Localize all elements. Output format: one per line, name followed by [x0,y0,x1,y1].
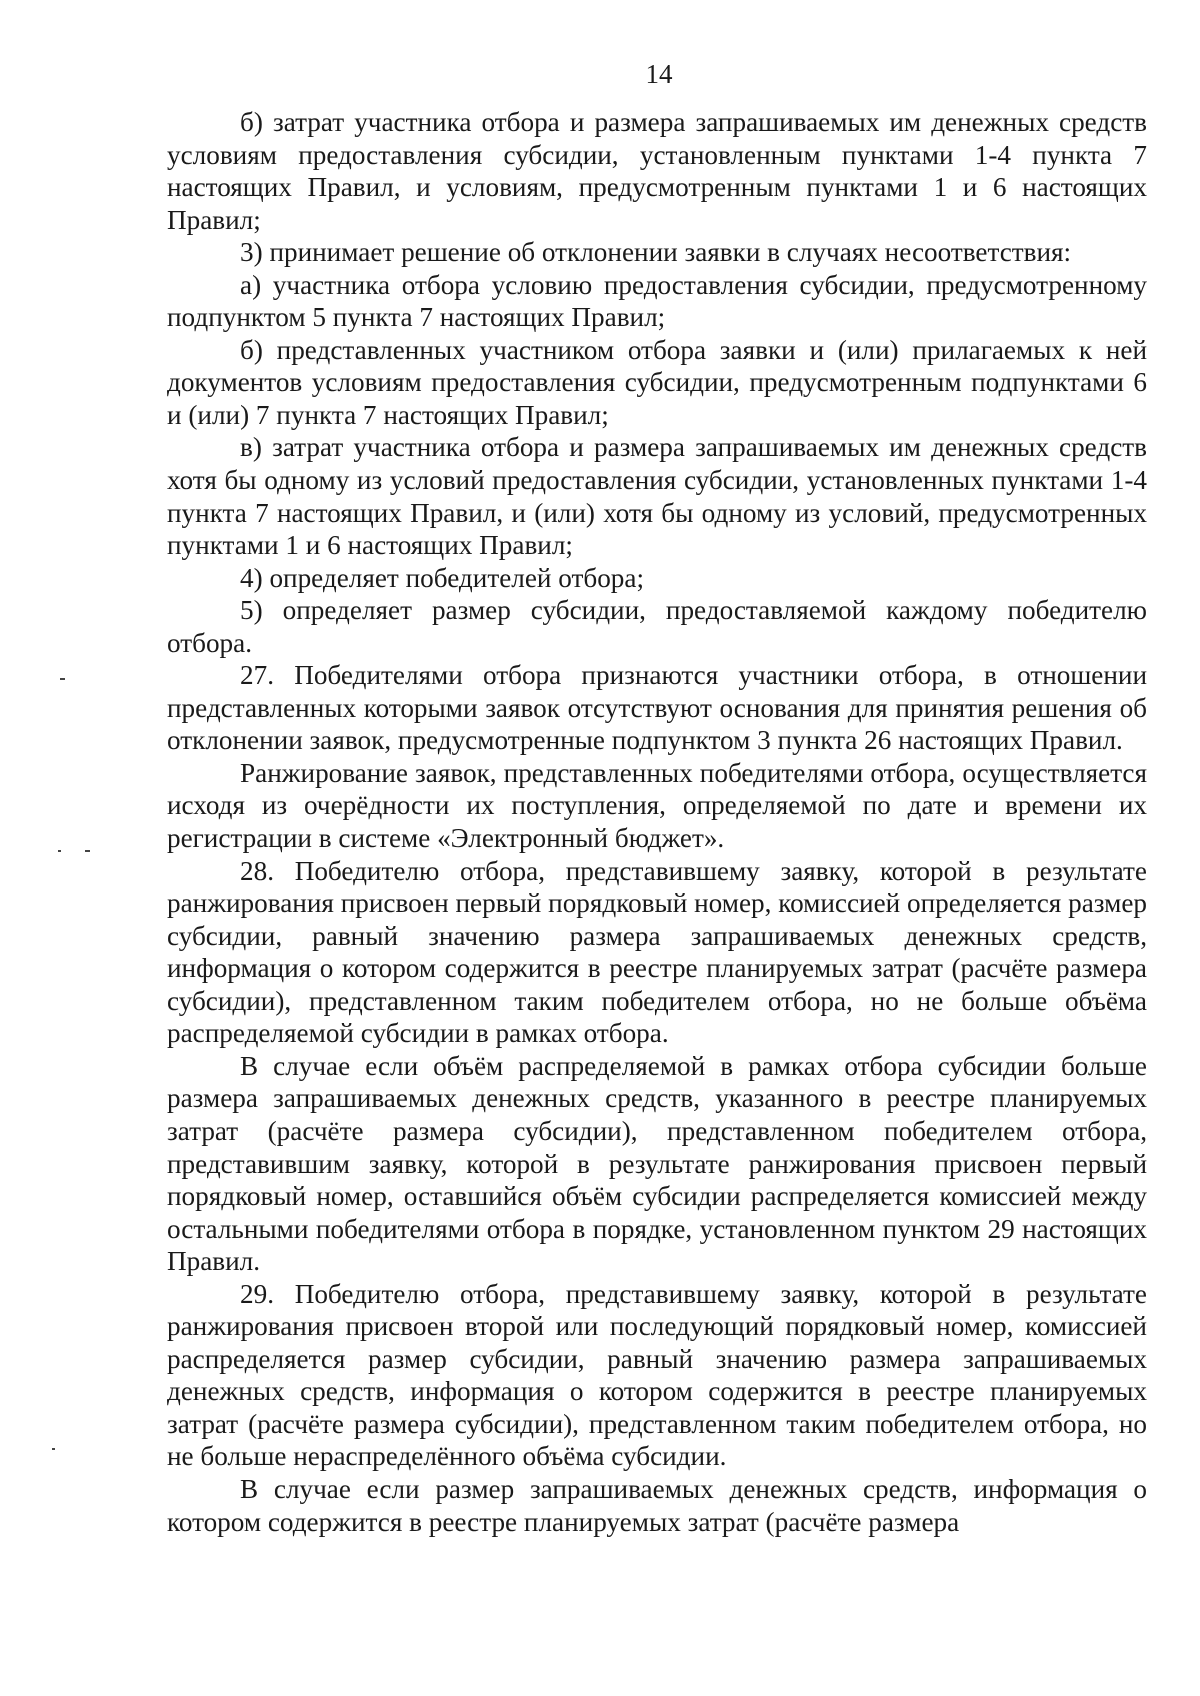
paragraph: в) затрат участника отбора и размера запрашиваемых им денежных средств хотя бы одному из условий предоставления субсидии, установленных пунктами 1-4 пункта 7 настоящих Правил, и (или) хотя бы одному из условий, предусмотренных пунктами 1 и 6 настоящих Правил; [167,432,1147,561]
paragraph: 5) определяет размер субсидии, предоставляемой каждому победителю отбора. [167,595,1147,658]
paragraph: 29. Победителю отбора, представившему заявку, которой в результате ранжирования присвоен второй или последующий порядковый номер, комиссией распределяется размер субсидии, равный значению размера запрашиваемых денежных средств, информация о котором содержится в реестре планируемых затрат (расчёте размера субсидии), представленном таким победителем отбора, но не больше нераспределённого объёма субсидии. [167,1278,1147,1472]
document-body [167,106,1147,1538]
paragraph: Ранжирование заявок, представленных победителями отбора, осуществляется исходя из очерёдности их поступления, определяемой по дате и времени их регистрации в системе «Электронный бюджет». [167,757,1147,854]
paragraph: В случае если размер запрашиваемых денежных средств, информация о котором содержится в реестре планируемых затрат (расчёте размера [167,1473,1147,1537]
paragraph: 27. Победителями отбора признаются участники отбора, в отношении представленных которыми заявок отсутствуют основания для принятия решения об отклонении заявок, предусмотренные подпунктом 3 пункта 26 настоящих Правил. [167,660,1147,756]
paragraph: б) представленных участником отбора заявки и (или) прилагаемых к ней документов условиям предоставления субсидии, предусмотренным подпунктами 6 и (или) 7 пункта 7 настоящих Правил; [167,334,1147,430]
paragraph: 4) определяет победителей отбора; [240,562,645,593]
scan-mark [58,850,61,852]
scan-mark [60,678,65,680]
paragraph: 28. Победителю отбора, представившему заявку, которой в результате ранжирования присвоен первый порядковый номер, комиссией определяется размер субсидии, равный значению размера запрашиваемых денежных средств, информация о котором содержится в реестре планируемых затрат (расчёте размера субсидии), представленном таким победителем отбора, но не больше объёма распределяемой субсидии в рамках отбора. [167,855,1147,1049]
page-number: 14 [645,59,673,89]
scan-mark [52,1448,55,1450]
paragraph: б) затрат участника отбора и размера запрашиваемых им денежных средств условиям предоставления субсидии, установленным пунктами 1-4 пункта 7 настоящих Правил, и условиям, предусмотренным пунктами 1 и 6 настоящих Правил; [167,107,1147,235]
scan-mark [85,850,90,852]
paragraph: а) участника отбора условию предоставления субсидии, предусмотренному подпунктом 5 пункта 7 настоящих Правил; [167,269,1147,333]
paragraph: 3) принимает решение об отклонении заявки в случаях несоответствия: [240,237,1072,268]
paragraph: В случае если объём распределяемой в рамках отбора субсидии больше размера запрашиваемых денежных средств, указанного в реестре планируемых затрат (расчёте размера субсидии), представленном победителем отбора, представившим заявку, которой в результате ранжирования присвоен первый порядковый номер, оставшийся объём субсидии распределяется комиссией между остальными победителями отбора в порядке, установленном пунктом 29 настоящих Правил. [167,1050,1147,1277]
